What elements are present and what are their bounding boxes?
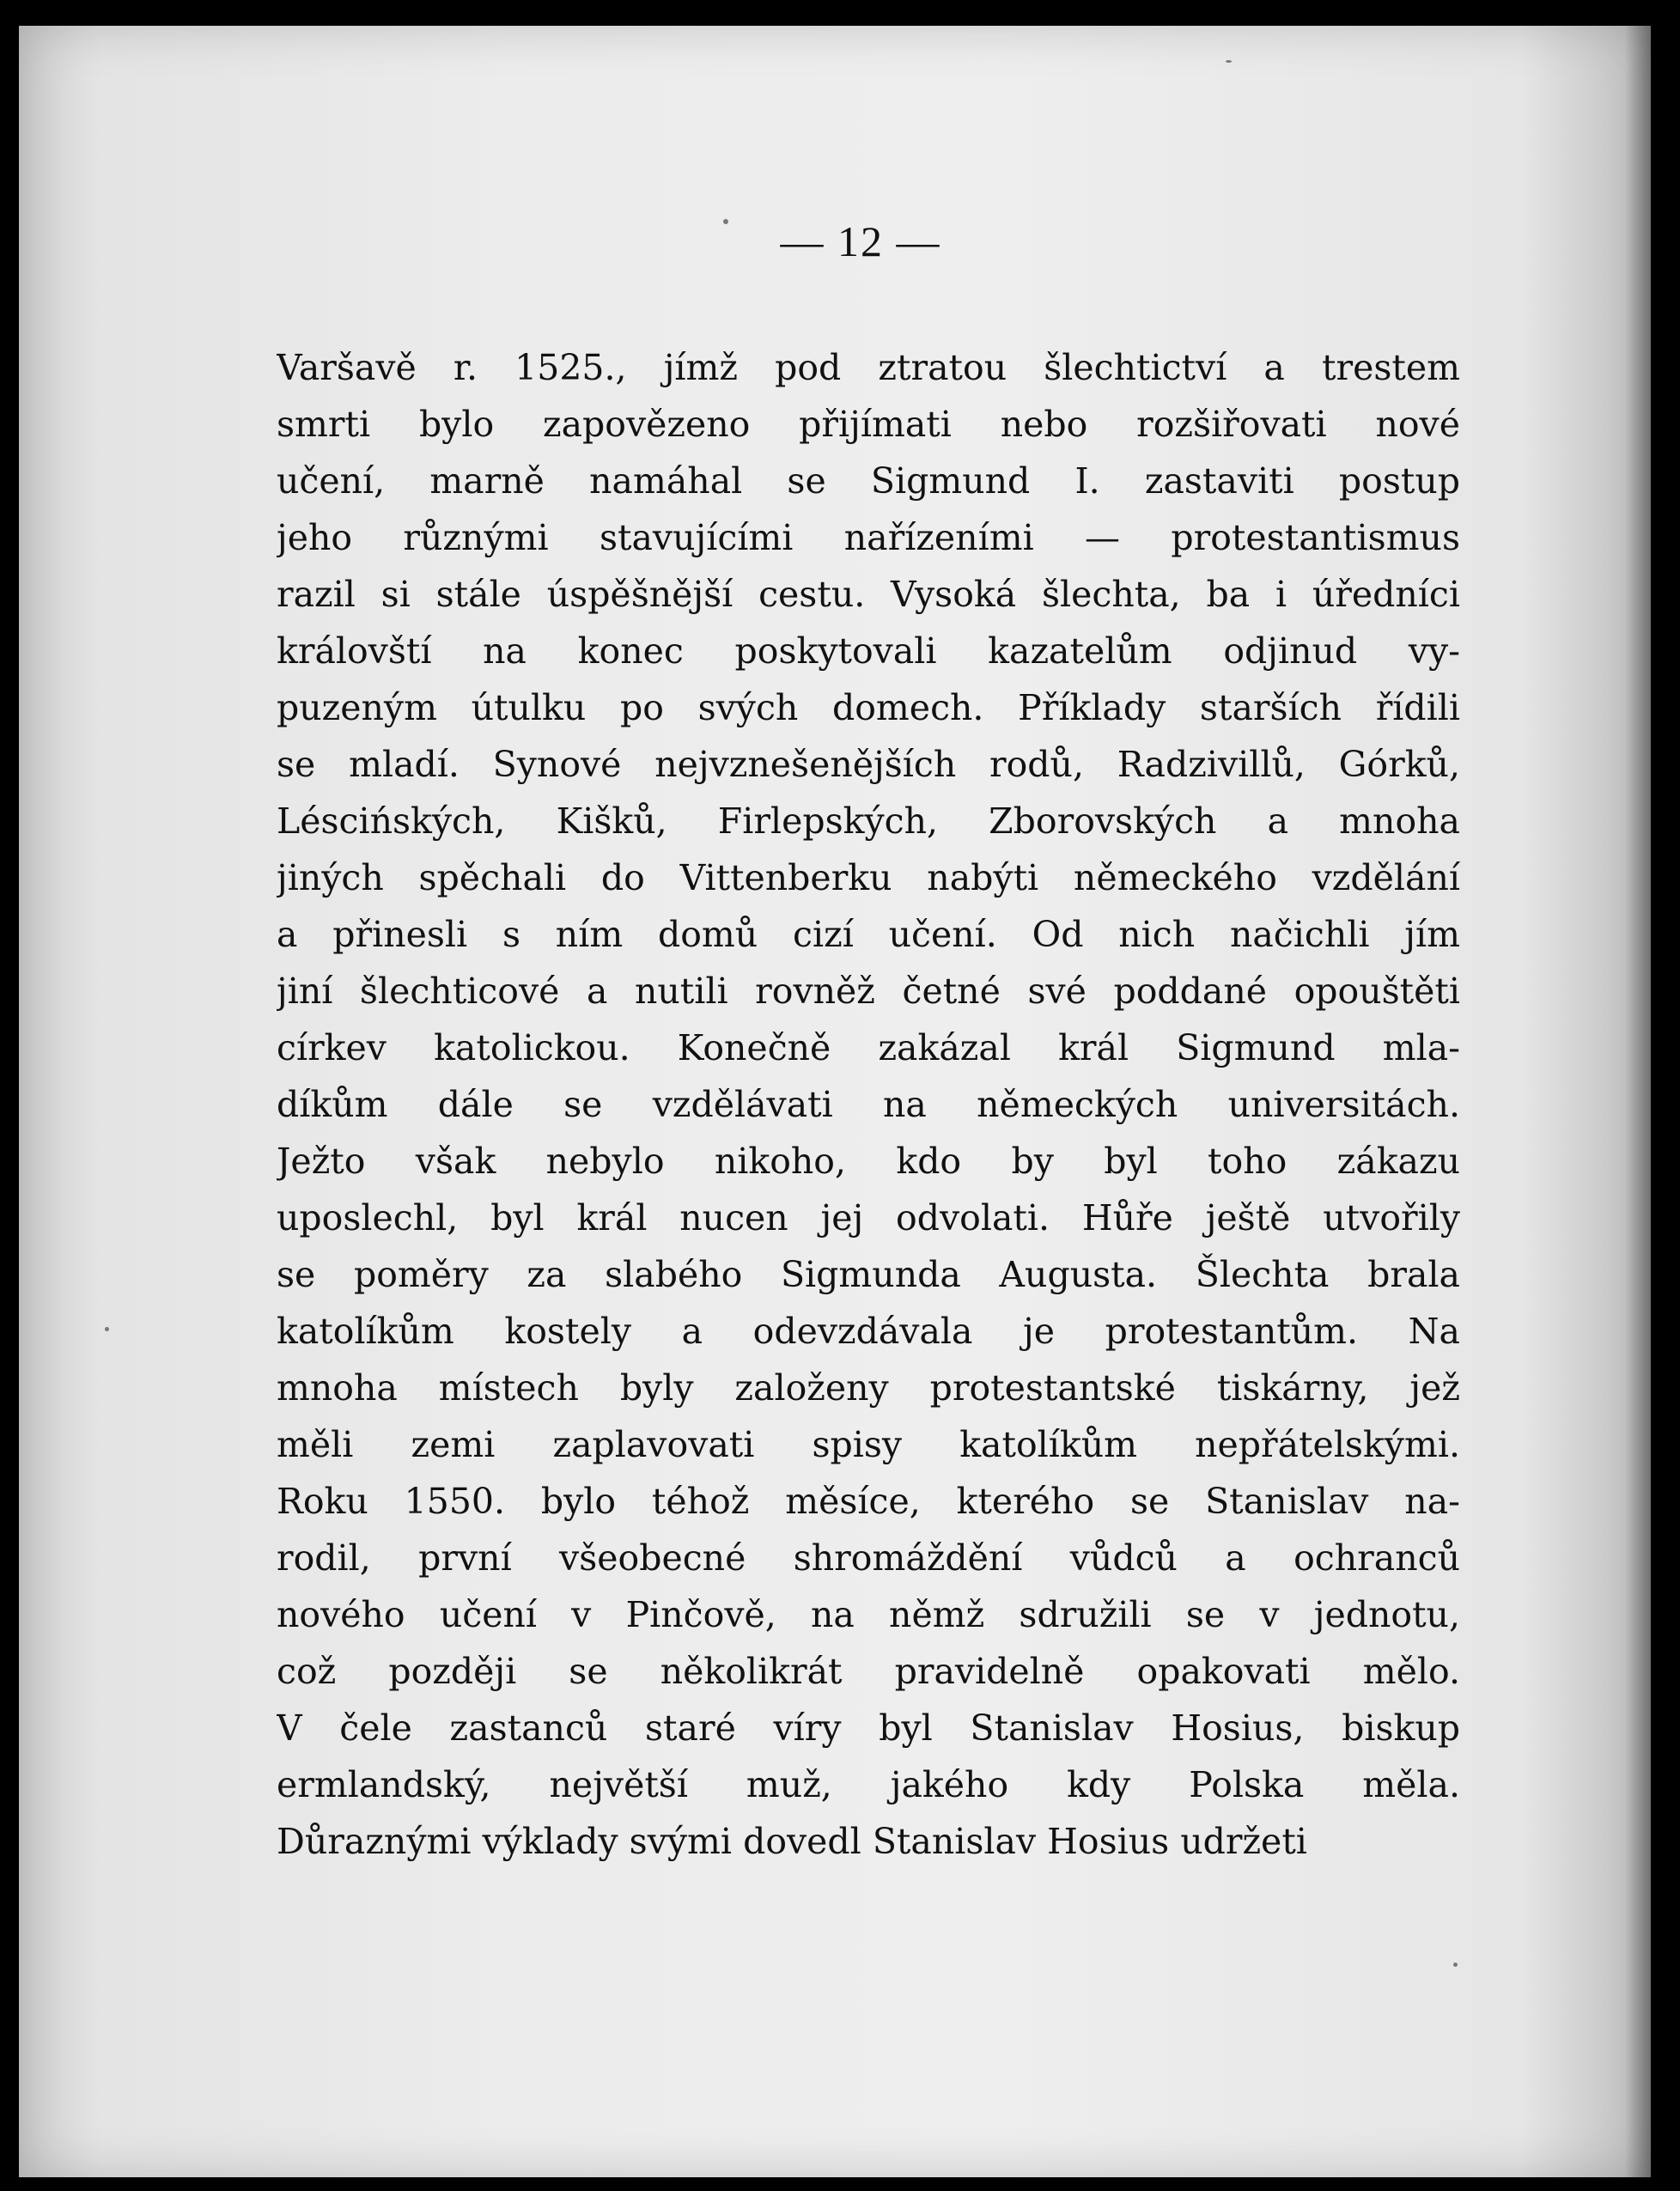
text-line: královští na konec poskytovali kazatelům odjinud vy- xyxy=(277,630,1460,672)
text-line: jeho různými stavujícími nařízeními — protestantismus xyxy=(277,517,1460,558)
text-line: smrti bylo zapovězeno přijímati nebo rozšiřovati nové xyxy=(277,404,1460,445)
text-line: rodil, první všeobecné shromáždění vůdců a ochranců xyxy=(277,1537,1460,1579)
text-line: církev katolickou. Konečně zakázal král Sigmund mla- xyxy=(277,1027,1460,1068)
text-line: jiní šlechticové a nutili rovněž četné své poddané opouštěti xyxy=(277,971,1460,1012)
text-line: a přinesli s ním domů cizí učení. Od nich načichli jím xyxy=(277,914,1460,955)
text-line: V čele zastanců staré víry byl Stanislav Hosius, biskup xyxy=(277,1707,1460,1749)
text-line: Léscińských, Kišků, Firlepských, Zborovských a mnoha xyxy=(277,800,1460,842)
text-line: měli zemi zaplavovati spisy katolíkům nepřátelskými. xyxy=(277,1424,1460,1465)
text-line: Ježto však nebylo nikoho, kdo by byl toho zákazu xyxy=(277,1141,1460,1182)
text-line: učení, marně namáhal se Sigmund I. zastaviti postup xyxy=(277,460,1460,502)
text-line: Roku 1550. bylo téhož měsíce, kterého se Stanislav na- xyxy=(277,1481,1460,1522)
book-page xyxy=(19,26,1651,2177)
text-line: díkům dále se vzdělávati na německých universitách. xyxy=(277,1084,1460,1125)
paper-speck xyxy=(105,1327,109,1331)
text-line: nového učení v Pinčově, na němž sdružili se v jednotu, xyxy=(277,1594,1460,1635)
text-line: se mladí. Synové nejvznešenějších rodů, Radzivillů, Górků, xyxy=(277,744,1460,785)
paper-speck xyxy=(723,219,728,224)
text-line: Varšavě r. 1525., jímž pod ztratou šlechtictví a trestem xyxy=(277,347,1460,388)
text-line: katolíkům kostely a odevzdávala je protestantům. Na xyxy=(277,1311,1460,1352)
body-text xyxy=(277,339,1460,1870)
text-line: jiných spěchali do Vittenberku nabýti německého vzdělání xyxy=(277,857,1460,898)
text-line: což později se několikrát pravidelně opakovati mělo. xyxy=(277,1651,1460,1692)
text-line: Důraznými výklady svými dovedl Stanislav Hosius udržeti xyxy=(277,1821,1307,1862)
paper-speck xyxy=(1226,60,1232,63)
page-edge-shadow xyxy=(1625,26,1651,2177)
paper-speck xyxy=(1453,1963,1458,1967)
text-line: puzeným útulku po svých domech. Příklady starších řídili xyxy=(277,687,1460,728)
page-number-text: — 12 — xyxy=(780,217,941,265)
page-number xyxy=(19,216,1651,266)
text-line: uposlechl, byl král nucen jej odvolati. Hůře ještě utvořily xyxy=(277,1197,1460,1239)
text-line: razil si stále úspěšnější cestu. Vysoká šlechta, ba i úředníci xyxy=(277,574,1460,615)
text-line: se poměry za slabého Sigmunda Augusta. Šlechta brala xyxy=(277,1254,1460,1295)
text-line: ermlandský, největší muž, jakého kdy Polska měla. xyxy=(277,1764,1460,1805)
text-line: mnoha místech byly založeny protestantské tiskárny, jež xyxy=(277,1367,1460,1409)
